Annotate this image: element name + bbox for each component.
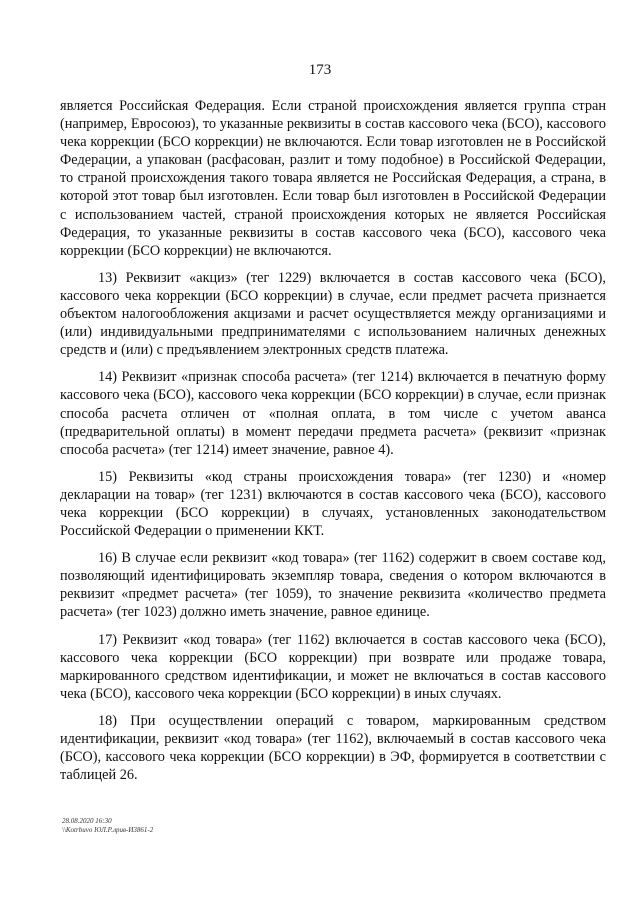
page-number: 173 (308, 62, 332, 78)
footer-file-reference: \\Kotrbuvo ЮЛ.Р.лрив-И3861-2 (62, 826, 154, 834)
paragraph-16: 16) В случае если реквизит «код товара» (тег 1162) содержит в своем составе код, позволяющий идентифицировать экземпляр товара, сведения о котором включаются в реквизит «предмет расчета» (тег 1059), то значение реквизита «количество предмета расчета» (тег 1023) должно иметь значение, равное единице. (60, 550, 606, 621)
paragraph-14: 14) Реквизит «признак способа расчета» (тег 1214) включается в печатную форму кассового чека (БСО), кассового чека коррекции (БСО коррекции) в случае, если признак способа расчета отличен от «полная оплата, в том числе с учетом аванса (предварительной оплаты) в момент передачи предмета расчета» (реквизит «признак способа расчета» (тег 1214) имеет значение, равное 4). (60, 369, 606, 458)
paragraph-17: 17) Реквизит «код товара» (тег 1162) включается в состав кассового чека (БСО), кассового чека коррекции (БСО коррекции) при возврате или продаже товара, маркированного средством идентификации, и может не включаться в состав кассового чека (БСО), кассового чека коррекции (БСО коррекции) в иных случаях. (60, 631, 606, 702)
paragraph-continuation: является Российская Федерация. Если страной происхождения является группа стран (например, Евросоюз), то указанные реквизиты в состав кассового чека (БСО), кассового чека коррекции (БСО коррекции) не включаются. Если товар изготовлен не в Российской Федерации, а упакован (расфасован, разлит и тому подобное) в Российской Федерации, то страной происхождения такого товара является не Российская Федерация, а страна, в которой этот товар был изготовлен. Если товар был изготовлен в Российской Федерации с использованием частей, страной происхождения которых не является Российская Федерация, то указанные реквизиты в состав кассового чека (БСО), кассового чека коррекции (БСО коррекции) не включаются. (60, 98, 606, 259)
document-footer (62, 817, 153, 835)
paragraph-13: 13) Реквизит «акциз» (тег 1229) включается в состав кассового чека (БСО), кассового чека коррекции (БСО коррекции) в случае, если предмет расчета признается объектом налогообложения акцизами и расчет осуществляется между организациями и (или) индивидуальными предпринимателями с использованием наличных денежных средств и (или) с предъявлением электронных средств платежа. (60, 269, 606, 359)
paragraph-15: 15) Реквизиты «код страны происхождения товара» (тег 1230) и «номер декларации на товар» (тег 1231) включаются в состав кассового чека (БСО), кассового чека коррекции (БСО коррекции) в случаях, установленных законодательством Российской Федерации о применении ККТ. (60, 468, 606, 540)
footer-timestamp: 28.08.2020 16:30 (62, 817, 112, 825)
paragraph-18: 18) При осуществлении операций с товаром, маркированным средством идентификации, реквизит «код товара» (тег 1162), включаемый в состав кассового чека (БСО), кассового чека коррекции (БСО коррекции) в ЭФ, формируется в соответствии с таблицей 26. (60, 712, 606, 784)
document-body (60, 97, 606, 784)
